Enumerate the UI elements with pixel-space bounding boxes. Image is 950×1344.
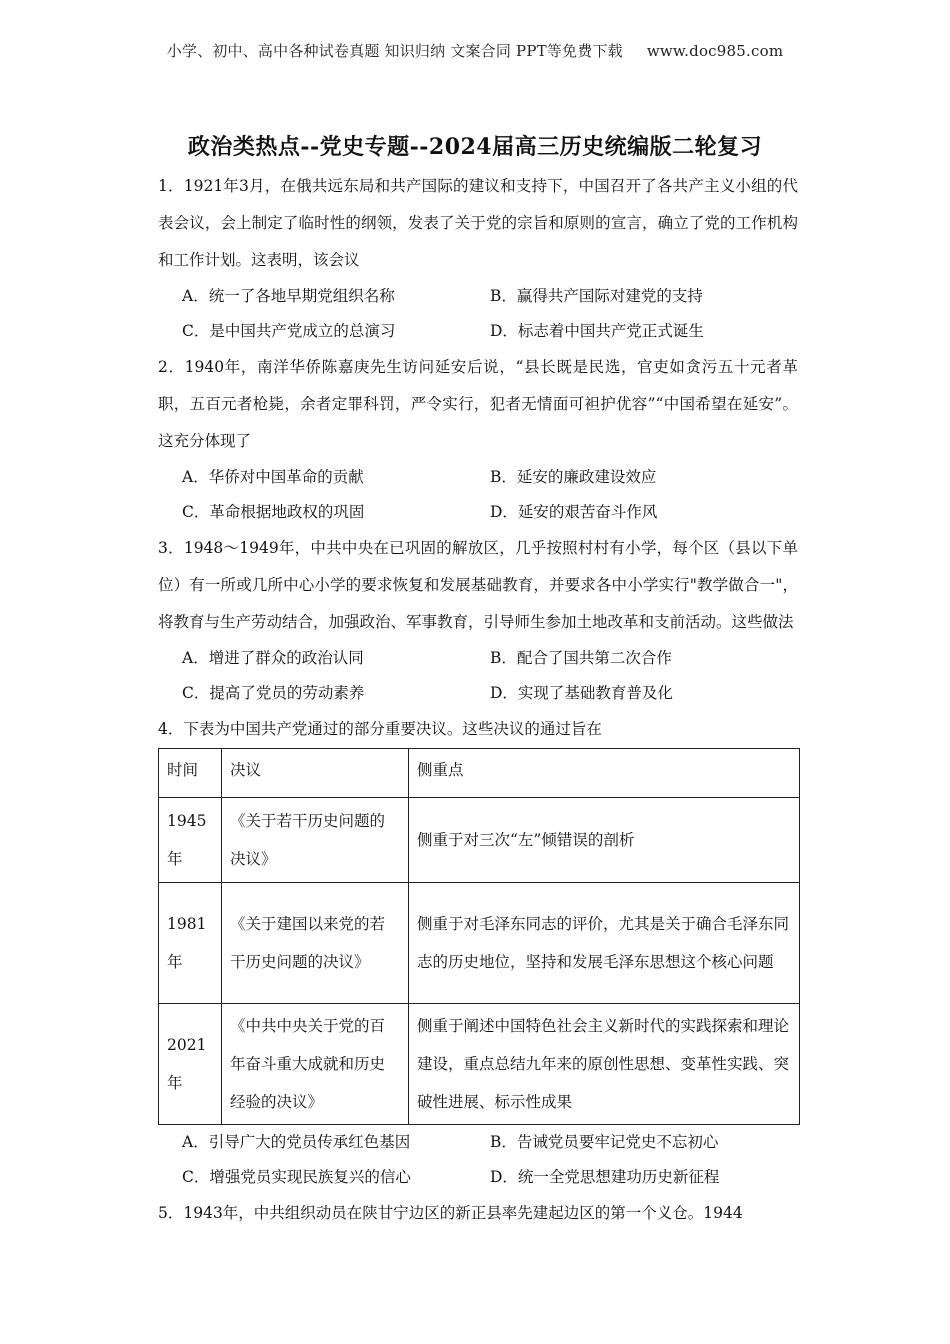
table-cell: 侧重于阐述中国特色社会主义新时代的实践探索和理论建设，重点总结九年来的原创性思想、变革性实践、突破性进展、标示性成果 [409,1004,800,1125]
question-4 [158,711,798,1195]
option-a: A．华侨对中国革命的贡献 [182,468,364,486]
table-row [159,883,800,1004]
table-row [159,1004,800,1125]
option-c: C．革命根据地政权的巩固 [182,503,365,521]
table-cell: 1981年 [159,883,222,1004]
option-c: C．是中国共产党成立的总演习 [182,322,396,340]
question-1 [158,168,798,349]
table-cell: 2021年 [159,1004,222,1125]
question-stem: 3．1948～1949年，中共中央在已巩固的解放区，几乎按照村村有小学，每个区（县以下单位）有一所或几所中心小学的要求恢复和发展基础教育，并要求各中小学实行"教学做合一"，将教育与生产劳动结合，加强政治、军事教育，引导师生参加土地改革和支前活动。这些做法 [158,539,798,631]
option-d: D．实现了基础教育普及化 [490,684,673,702]
options [158,460,798,530]
table-cell: 侧重于对毛泽东同志的评价，尤其是关于确合毛泽东同志的历史地位，坚持和发展毛泽东思想这个核心问题 [409,883,800,1004]
option-b: B．延安的廉政建设效应 [490,468,657,486]
table-header-cell: 决议 [222,749,409,798]
question-3 [158,530,798,711]
option-b: B．告诫党员要牢记党史不忘初心 [490,1133,719,1151]
question-stem: 1．1921年3月，在俄共远东局和共产国际的建议和支持下，中国召开了各共产主义小组的代表会议，会上制定了临时性的纲领，发表了关于党的宗旨和原则的宣言，确立了党的工作机构和工作计划。这表明，该会议 [158,177,798,269]
page-title: 政治类热点--党史专题--2024届高三历史统编版二轮复习 [187,134,763,160]
header-site[interactable]: www.doc985.com [646,42,784,60]
table-header-cell: 时间 [159,749,222,798]
option-b: B．配合了国共第二次合作 [490,649,672,667]
option-c: C．增强党员实现民族复兴的信心 [182,1168,411,1186]
table-cell: 1945年 [159,798,222,883]
option-d: D．标志着中国共产党正式诞生 [490,322,704,340]
option-a: A．统一了各地早期党组织名称 [182,287,395,305]
header-tagline: 小学、初中、高中各种试卷真题 知识归纳 文案合同 PPT等免费下载 [166,42,623,60]
resolutions-table [158,748,800,1125]
table-cell: 《中共中央关于党的百年奋斗重大成就和历史经验的决议》 [222,1004,409,1125]
options [158,641,798,711]
question-stem: 4．下表为中国共产党通过的部分重要决议。这些决议的通过旨在 [158,720,602,738]
page-header [0,40,950,61]
option-d: D．延安的艰苦奋斗作风 [490,503,658,521]
question-5 [158,1195,798,1232]
table-cell: 《关于若干历史问题的决议》 [222,798,409,883]
table-cell: 侧重于对三次“左”倾错误的剖析 [409,798,800,883]
table-cell: 《关于建国以来党的若干历史问题的决议》 [222,883,409,1004]
options [158,1125,798,1195]
questions-body [158,168,798,1232]
option-d: D．统一全党思想建功历史新征程 [490,1168,720,1186]
table-header-row [159,749,800,798]
table-header-cell: 侧重点 [409,749,800,798]
option-a: A．引导广大的党员传承红色基因 [182,1133,411,1151]
option-a: A．增进了群众的政治认同 [182,649,364,667]
question-2 [158,349,798,530]
question-stem: 2．1940年，南洋华侨陈嘉庚先生访问延安后说，“县长既是民选，官吏如贪污五十元者革职，五百元者枪毙，余者定罪科罚，严令实行，犯者无情面可袒护优容”“中国希望在延安”。这充分体现了 [158,358,798,450]
table-row [159,798,800,883]
option-b: B．赢得共产国际对建党的支持 [490,287,703,305]
question-stem: 5．1943年，中共组织动员在陕甘宁边区的新正县率先建起边区的第一个义仓。1944 [158,1204,743,1222]
options [158,279,798,349]
option-c: C．提高了党员的劳动素养 [182,684,365,702]
